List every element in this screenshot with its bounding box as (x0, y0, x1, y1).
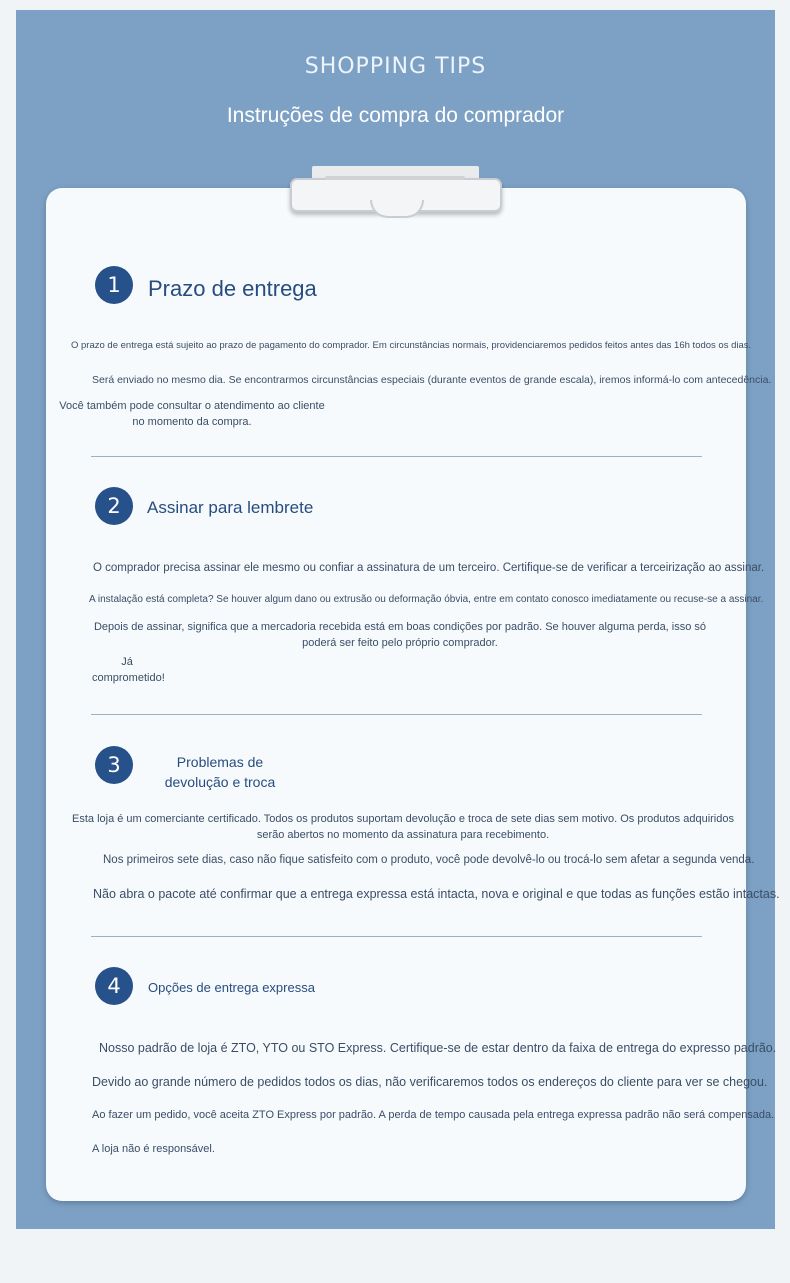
section-4-text-line: A loja não é responsável. (92, 1143, 215, 1155)
section-3-text-line: Nos primeiros sete dias, caso não fique satisfeito com o produto, você pode devolvê-lo ou trocá-lo sem afetar a segunda venda. (103, 854, 755, 866)
section-3-title: Problemas de devolução e troca (164, 754, 276, 790)
section-1-text-line: Você também pode consultar o atendimento ao cliente no momento da compra. (59, 400, 325, 428)
section-2-text-line: O comprador precisa assinar ele mesmo ou confiar a assinatura de um terceiro. Certifique-se de verificar a terceirização ao assinar. (93, 562, 765, 574)
section-4-title: Opções de entrega expressa (148, 980, 315, 995)
section-divider (91, 456, 702, 457)
section-1-title: Prazo de entrega (148, 276, 317, 301)
section-divider (91, 936, 702, 937)
section-2-text-line: A instalação está completa? Se houver algum dano ou extrusão ou deformação óbvia, entre em contato conosco imediatamente ou recuse-se a assinar. (89, 594, 764, 605)
section-3-number-badge: 3 (95, 746, 133, 784)
section-2-title: Assinar para lembrete (147, 498, 314, 517)
section-3-text-line: Não abra o pacote até confirmar que a entrega expressa está intacta, nova e original e que todas as funções estão intactas. (93, 887, 780, 901)
section-4-number-badge: 4 (95, 967, 133, 1005)
section-1-text-line: O prazo de entrega está sujeito ao prazo de pagamento do comprador. Em circunstâncias normais, providenciaremos pedidos feitos antes das 16h todos os dias. (71, 340, 752, 351)
section-3-text-line: Esta loja é um comerciante certificado. Todos os produtos suportam devolução e troca de sete dias sem motivo. Os produtos adquiridos serão abertos no momento da assinatura para recebimento. (72, 813, 734, 841)
section-1-number-badge: 1 (95, 266, 133, 304)
section-4-text-line: Nosso padrão de loja é ZTO, YTO ou STO Express. Certifique-se de estar dentro da faixa de entrega do expresso padrão. (99, 1041, 777, 1055)
section-divider (91, 714, 702, 715)
section-4-text-line: Devido ao grande número de pedidos todos os dias, não verificaremos todos os endereços do cliente para ver se chegou. (92, 1075, 768, 1089)
section-2-text-line: Já comprometido! (92, 656, 165, 684)
header-portuguese-title: Instruções de compra do comprador (226, 104, 565, 127)
section-2-number-badge: 2 (95, 487, 133, 525)
section-2-text-line: Depois de assinar, significa que a mercadoria recebida está em boas condições por padrão. Se houver alguma perda, isso só poderá ser feito pelo próprio comprador. (93, 621, 707, 649)
header-english-title: SHOPPING TIPS (304, 54, 487, 79)
section-4-text-line: Ao fazer um pedido, você aceita ZTO Express por padrão. A perda de tempo causada pela entrega expressa padrão não será compensada. (92, 1109, 775, 1121)
section-1-text-line: Será enviado no mesmo dia. Se encontrarmos circunstâncias especiais (durante eventos de grande escala), iremos informá-lo com antecedência. (92, 374, 772, 386)
